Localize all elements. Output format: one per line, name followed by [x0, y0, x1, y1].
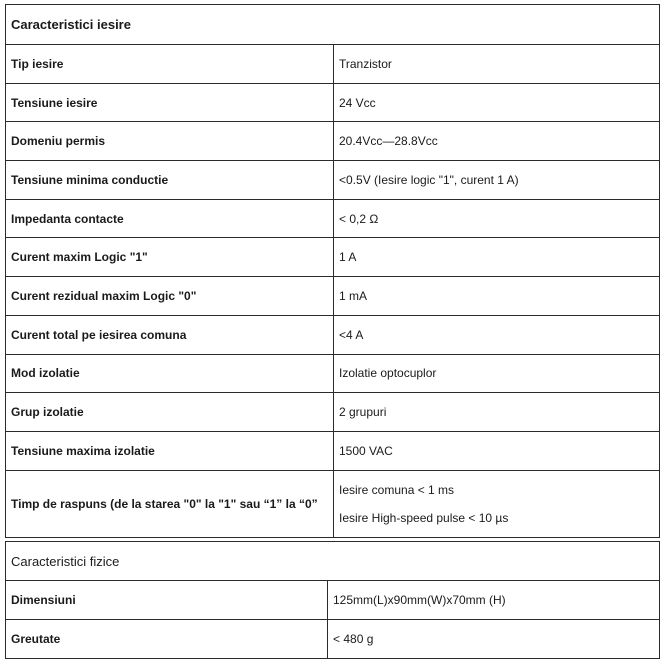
- physical-table-title: Caracteristici fizice: [6, 542, 660, 581]
- table-row: [6, 393, 660, 432]
- row-value: 1500 VAC: [334, 431, 660, 470]
- row-value: 24 Vcc: [334, 83, 660, 122]
- table-row: [6, 83, 660, 122]
- row-label: Tensiune iesire: [6, 83, 334, 122]
- table-header-row: [6, 542, 660, 581]
- table-row: [6, 45, 660, 84]
- table-row: [6, 581, 660, 620]
- row-label: Timp de raspuns (de la starea "0" la "1" sau “1” la “0”: [6, 470, 334, 537]
- row-value: 20.4Vcc—28.8Vcc: [334, 122, 660, 161]
- row-label: Curent rezidual maxim Logic "0": [6, 277, 334, 316]
- row-value: [334, 470, 660, 537]
- row-value: Tranzistor: [334, 45, 660, 84]
- row-label: Grup izolatie: [6, 393, 334, 432]
- output-table-title: Caracteristici iesire: [6, 5, 660, 45]
- row-value: < 0,2 Ω: [334, 199, 660, 238]
- row-value: 125mm(L)x90mm(W)x70mm (H): [328, 581, 660, 620]
- row-value: Izolatie optocuplor: [334, 354, 660, 393]
- response-time-line: Iesire comuna < 1 ms: [339, 482, 455, 497]
- row-value: 1 A: [334, 238, 660, 277]
- row-label: Dimensiuni: [6, 581, 328, 620]
- table-row: [6, 199, 660, 238]
- row-value: < 480 g: [328, 620, 660, 659]
- response-time-line: Iesire High-speed pulse < 10 µs: [339, 510, 509, 525]
- row-value: 1 mA: [334, 277, 660, 316]
- row-label: Tensiune maxima izolatie: [6, 431, 334, 470]
- row-value: <0.5V (Iesire logic "1", curent 1 A): [334, 161, 660, 200]
- table-row: [6, 431, 660, 470]
- row-value: 2 grupuri: [334, 393, 660, 432]
- row-label: Curent total pe iesirea comuna: [6, 315, 334, 354]
- row-label: Tip iesire: [6, 45, 334, 84]
- table-header-row: [6, 5, 660, 45]
- table-row: [6, 277, 660, 316]
- row-label: Impedanta contacte: [6, 199, 334, 238]
- row-label: Tensiune minima conductie: [6, 161, 334, 200]
- table-row: [6, 161, 660, 200]
- row-label: Curent maxim Logic "1": [6, 238, 334, 277]
- row-label: Domeniu permis: [6, 122, 334, 161]
- physical-characteristics-table: [5, 541, 660, 659]
- table-row: [6, 122, 660, 161]
- table-row: [6, 354, 660, 393]
- output-characteristics-table: [5, 4, 660, 538]
- table-row: [6, 315, 660, 354]
- row-value: <4 A: [334, 315, 660, 354]
- table-row: [6, 238, 660, 277]
- table-row-response-time: [6, 470, 660, 537]
- row-label: Greutate: [6, 620, 328, 659]
- table-row: [6, 620, 660, 659]
- row-label: Mod izolatie: [6, 354, 334, 393]
